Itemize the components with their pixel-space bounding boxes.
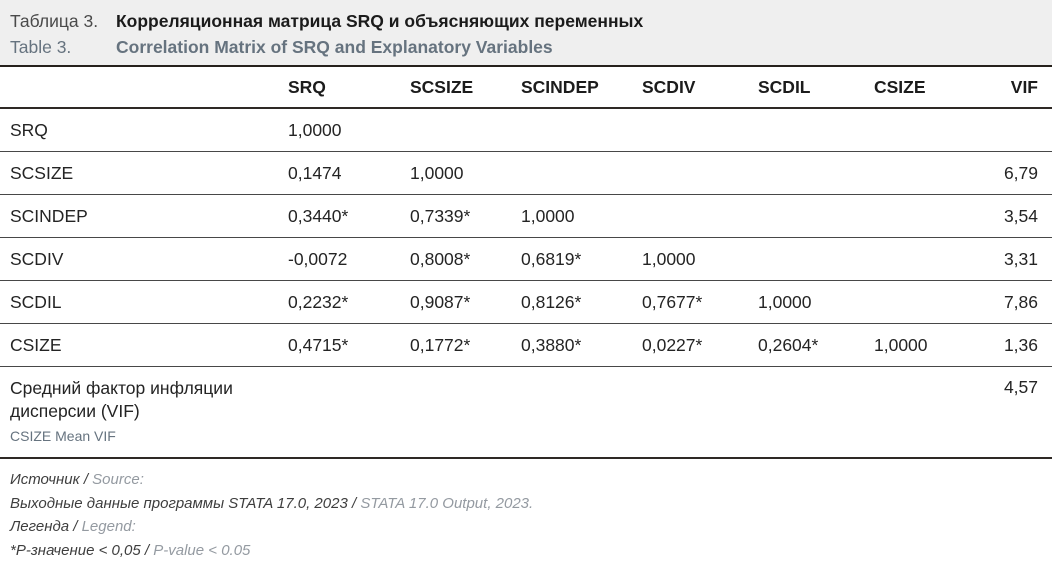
table-caption-band <box>0 0 1052 67</box>
cell: 1,0000 <box>642 238 758 281</box>
table-row-scdil <box>0 281 1052 324</box>
cell <box>874 238 997 281</box>
mean-vif-label-en: CSIZE Mean VIF <box>10 428 116 444</box>
cell: 0,3880* <box>521 324 642 367</box>
cell <box>758 238 874 281</box>
cell <box>642 108 758 152</box>
row-label: SCINDEP <box>0 195 288 238</box>
col-header-scsize: SCSIZE <box>410 67 521 108</box>
mean-vif-label-ru: Средний фактор инфляции дисперсии (VIF) <box>10 378 233 421</box>
legend-label-en: Legend: <box>81 518 136 535</box>
cell: 1,0000 <box>288 108 410 152</box>
row-label: SCDIL <box>0 281 288 324</box>
legend-label-line <box>10 515 1042 539</box>
col-header-csize: CSIZE <box>874 67 997 108</box>
legend-text-ru: *P-значение < 0,05 / <box>10 541 154 559</box>
legend-line <box>10 539 1042 563</box>
cell: 1,0000 <box>758 281 874 324</box>
cell <box>521 152 642 195</box>
cell <box>758 152 874 195</box>
col-header-scdil: SCDIL <box>758 67 874 108</box>
table-row-scindep <box>0 195 1052 238</box>
source-text-en: STATA 17.0 Output, 2023. <box>360 494 534 512</box>
cell: 0,6819* <box>521 238 642 281</box>
cell: 0,1772* <box>410 324 521 367</box>
cell <box>874 281 997 324</box>
cell: 0,0227* <box>642 324 758 367</box>
table-number-ru: Таблица 3. <box>10 11 99 31</box>
col-header-scindep: SCINDEP <box>521 67 642 108</box>
col-header-srq: SRQ <box>288 67 410 108</box>
vif-cell <box>997 108 1052 152</box>
table-caption-ru <box>10 8 1042 34</box>
table-row-scdiv <box>0 238 1052 281</box>
source-label-line <box>10 468 1042 492</box>
table-notes <box>0 459 1052 562</box>
correlation-matrix-table <box>0 67 1052 459</box>
source-line <box>10 492 1042 516</box>
table-caption-en <box>10 34 1042 60</box>
cell <box>758 195 874 238</box>
cell <box>410 108 521 152</box>
cell: 1,0000 <box>410 152 521 195</box>
cell: 0,2232* <box>288 281 410 324</box>
col-header-scdiv: SCDIV <box>642 67 758 108</box>
row-label: SCDIV <box>0 238 288 281</box>
vif-cell: 3,54 <box>997 195 1052 238</box>
cell: 0,3440* <box>288 195 410 238</box>
cell <box>874 108 997 152</box>
row-label-header <box>0 67 288 108</box>
source-text-ru: Выходные данные программы STATA 17.0, 2023 / <box>10 494 361 512</box>
mean-vif-row <box>0 367 1052 459</box>
cell <box>874 195 997 238</box>
table-row-srq <box>0 108 1052 152</box>
vif-cell: 3,31 <box>997 238 1052 281</box>
cell <box>874 152 997 195</box>
legend-text-en: P-value < 0.05 <box>153 541 251 559</box>
cell <box>642 152 758 195</box>
cell: 0,8008* <box>410 238 521 281</box>
table-number-en: Table 3. <box>10 37 72 57</box>
cell: -0,0072 <box>288 238 410 281</box>
source-label-ru: Источник / <box>10 471 93 488</box>
cell: 1,0000 <box>874 324 997 367</box>
cell: 0,4715* <box>288 324 410 367</box>
cell: 1,0000 <box>521 195 642 238</box>
column-header-row <box>0 67 1052 108</box>
row-label: CSIZE <box>0 324 288 367</box>
cell: 0,9087* <box>410 281 521 324</box>
row-label: SCSIZE <box>0 152 288 195</box>
table-title-ru: Корреляционная матрица SRQ и объясняющих переменных <box>116 11 644 31</box>
table-title-en: Correlation Matrix of SRQ and Explanatory Variables <box>116 37 553 57</box>
vif-cell: 7,86 <box>997 281 1052 324</box>
table-row-csize <box>0 324 1052 367</box>
vif-cell: 6,79 <box>997 152 1052 195</box>
cell <box>521 108 642 152</box>
cell: 0,8126* <box>521 281 642 324</box>
cell <box>642 195 758 238</box>
mean-vif-value: 4,57 <box>997 367 1052 459</box>
cell: 0,1474 <box>288 152 410 195</box>
row-label: SRQ <box>0 108 288 152</box>
table-row-scsize <box>0 152 1052 195</box>
col-header-vif: VIF <box>997 67 1052 108</box>
cell <box>758 108 874 152</box>
legend-label-ru: Легенда / <box>10 518 82 535</box>
cell: 0,7339* <box>410 195 521 238</box>
mean-vif-label-cell <box>0 367 997 459</box>
cell: 0,7677* <box>642 281 758 324</box>
cell: 0,2604* <box>758 324 874 367</box>
vif-cell: 1,36 <box>997 324 1052 367</box>
source-label-en: Source: <box>92 471 144 488</box>
